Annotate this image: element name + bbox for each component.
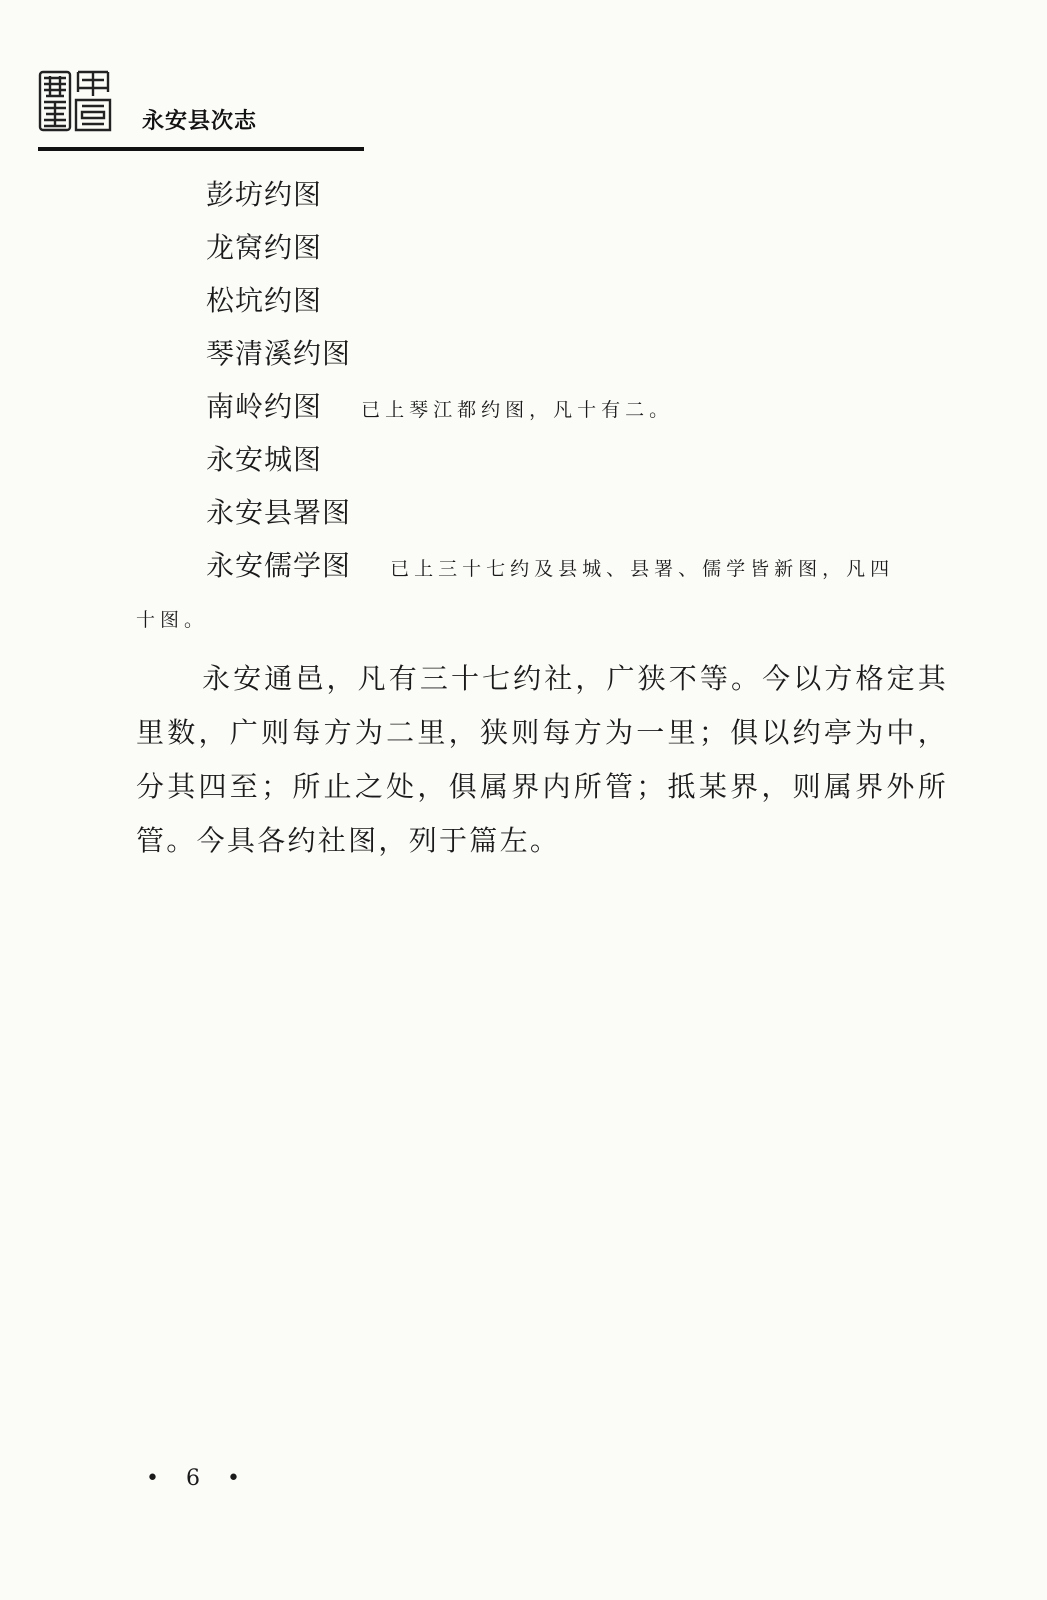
entry-title: 永安城图 [206, 443, 323, 476]
list-item [206, 491, 351, 531]
entry-title: 彭坊约图 [206, 178, 323, 211]
header-rule [38, 147, 364, 151]
entry-title: 龙窝约图 [206, 231, 323, 264]
list-item [206, 279, 322, 319]
entry-title: 永安县署图 [206, 496, 352, 529]
entry-note: 已上琴江都约图，凡十有二。 [361, 399, 674, 421]
seal-logo [38, 66, 112, 134]
entry-note: 已上三十七约及县城、县署、儒学皆新图，凡四 [390, 558, 895, 580]
entry-title: 南岭约图 [206, 390, 323, 423]
list-item [206, 173, 322, 213]
list-item [206, 385, 673, 425]
book-title: 永安县次志 [142, 109, 258, 134]
page-number: • 6 • [146, 1466, 250, 1491]
list-item [206, 226, 322, 266]
note-continuation: 十图。 [136, 609, 209, 631]
list-item [206, 544, 894, 584]
entry-title: 琴清溪约图 [206, 337, 352, 370]
entry-title: 松坑约图 [206, 284, 323, 317]
body-paragraph: 永安通邑，凡有三十七约社，广狭不等。今以方格定其里数，广则每方为二里，狭则每方为一里；俱以约亭为中，分其四至；所止之处，俱属界内所管；抵某界，则属界外所管。今具各约社图，列于篇左。 [136, 662, 948, 857]
entry-title: 永安儒学图 [206, 549, 352, 582]
list-item [206, 332, 351, 372]
list-item [206, 438, 322, 478]
